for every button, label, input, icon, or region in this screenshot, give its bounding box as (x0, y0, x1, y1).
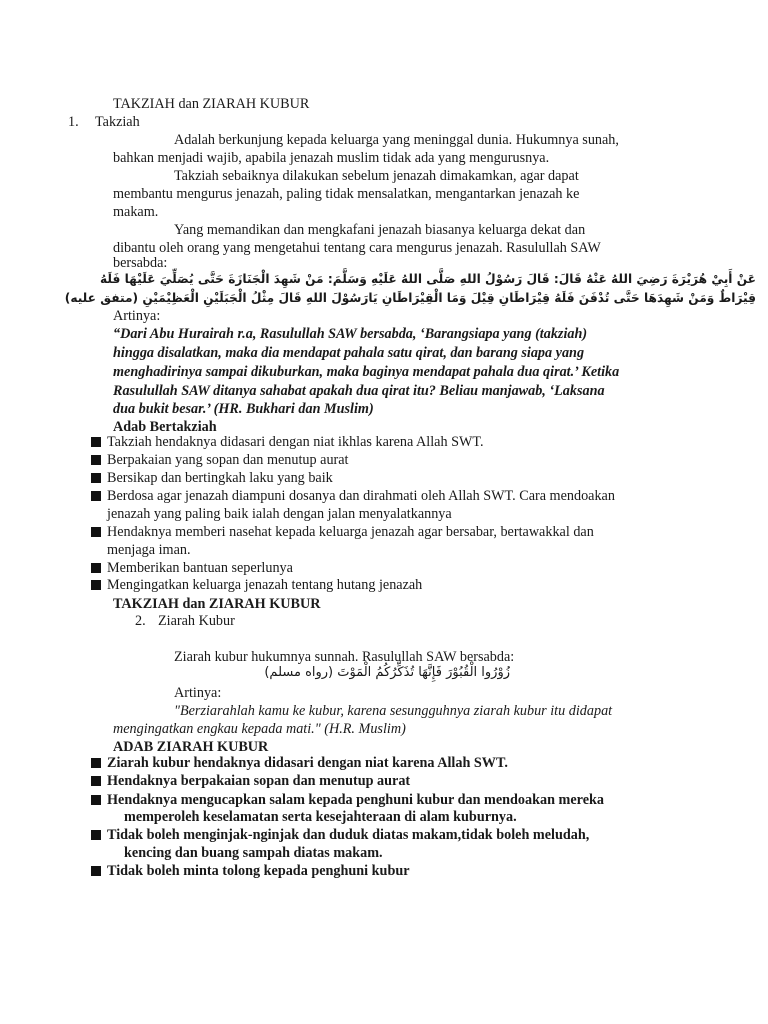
translation-line: “Dari Abu Hurairah r.a, Rasulullah SAW bersabda, ‘Barangsiapa yang (takziah) (113, 326, 588, 342)
paragraph-line: makam. (113, 204, 159, 220)
translation-line: dua bukit besar.’ (HR. Bukhari dan Muslim) (113, 401, 374, 417)
doc-title: TAKZIAH dan ZIARAH KUBUR (113, 96, 310, 112)
list-item-continuation: menjaga iman. (107, 542, 191, 558)
section-number: 2. (135, 613, 146, 629)
translation-line: Rasulullah SAW ditanya sahabat apakah dua qirat itu? Beliau manjawab, ‘Laksana (113, 383, 605, 399)
bullet-square-icon (91, 455, 101, 465)
list-item: Tidak boleh minta tolong kepada penghuni kubur (107, 863, 410, 879)
translation-line: mengingatkan engkau kepada mati." (H.R. Muslim) (113, 721, 406, 737)
bullet-square-icon (91, 776, 101, 786)
list-item: Takziah hendaknya didasari dengan niat ikhlas karena Allah SWT. (107, 434, 484, 450)
translation-line: menghadirinya sampai dikuburkan, maka baginya mendapat pahala dua qirat.’ Ketika (113, 364, 620, 380)
bullet-square-icon (91, 491, 101, 501)
bullet-square-icon (91, 473, 101, 483)
list-item: Hendaknya memberi nasehat kepada keluarga jenazah agar bersabar, bertawakkal dan (107, 524, 594, 540)
list-item-continuation: jenazah yang paling baik ialah dengan jalan menyalatkannya (107, 506, 452, 522)
list-item-continuation: memperoleh keselamatan serta kesejahteraan di alam kuburnya. (124, 809, 517, 825)
list-item: Berdosa agar jenazah diampuni dosanya dan dirahmati oleh Allah SWT. Cara mendoakan (107, 488, 615, 504)
bullet-square-icon (91, 580, 101, 590)
paragraph-line: Takziah sebaiknya dilakukan sebelum jenazah dimakamkan, agar dapat (174, 168, 579, 184)
paragraph-line: bersabda: (113, 255, 168, 271)
translation-line: hingga disalatkan, maka dia mendapat pahala satu qirat, dan barang siapa yang (113, 345, 585, 361)
list-item: Hendaknya mengucapkan salam kepada penghuni kubur dan mendoakan mereka (107, 792, 604, 808)
adab-ziarah-heading: ADAB ZIARAH KUBUR (113, 739, 269, 755)
bullet-square-icon (91, 527, 101, 537)
paragraph-line: Yang memandikan dan mengkafani jenazah biasanya keluarga dekat dan (174, 222, 586, 238)
arabic-hadith-line: زُوْرُوا الْقُبُوْرَ فَإِنَّهَا تُذَكِّرُكُمُ الْمَوْتَ (رواه مسلم) (264, 665, 510, 680)
section-number: 1. (68, 114, 79, 130)
artinya-label: Artinya: (113, 308, 161, 324)
list-item: Ziarah kubur hendaknya didasari dengan niat karena Allah SWT. (107, 755, 508, 771)
artinya-label: Artinya: (174, 685, 222, 701)
paragraph-line: dibantu oleh orang yang mengetahui tentang cara mengurus jenazah. Rasulullah SAW (113, 240, 601, 256)
section-label-takziah: Takziah (95, 114, 140, 130)
arabic-hadith-line: عَنْ أَبِيْ هُرَيْرَةَ رَضِيَ اللهُ عَنْهُ قَالَ: قَالَ رَسُوْلُ اللهِ صَلَّى اللهُ عَلَيْهِ وَسَلَّمَ: مَنْ شَهِدَ الْجَنَازَةَ حَتَّى يُصَلِّيَ عَلَيْهَا فَلَهُ (100, 272, 756, 286)
paragraph-line: Adalah berkunjung kepada keluarga yang meninggal dunia. Hukumnya sunah, (174, 132, 619, 148)
list-item: Tidak boleh menginjak-nginjak dan duduk diatas makam,tidak boleh meludah, (107, 827, 590, 843)
paragraph-line: membantu mengurus jenazah, paling tidak mensalatkan, mengantarkan jenazah ke (113, 186, 580, 202)
list-item: Memberikan bantuan seperlunya (107, 560, 293, 576)
bullet-square-icon (91, 795, 101, 805)
bullet-square-icon (91, 866, 101, 876)
paragraph-line: Ziarah kubur hukumnya sunnah. Rasulullah SAW bersabda: (174, 649, 515, 665)
paragraph-line: bahkan menjadi wajib, apabila jenazah muslim tidak ada yang mengurusnya. (113, 150, 550, 166)
adab-heading: Adab Bertakziah (113, 419, 217, 435)
translation-line: "Berziarahlah kamu ke kubur, karena sesungguhnya ziarah kubur itu didapat (174, 703, 613, 719)
list-item-continuation: kencing dan buang sampah diatas makam. (124, 845, 383, 861)
bullet-square-icon (91, 437, 101, 447)
list-item: Bersikap dan bertingkah laku yang baik (107, 470, 333, 486)
bullet-square-icon (91, 758, 101, 768)
list-item: Hendaknya berpakaian sopan dan menutup aurat (107, 773, 411, 789)
section-label-ziarah: Ziarah Kubur (158, 613, 235, 629)
doc-title-repeat: TAKZIAH dan ZIARAH KUBUR (113, 596, 321, 612)
arabic-hadith-line: قِيْرَاطٌ وَمَنْ شَهِدَهَا حَتَّى تُدْفَنَ فَلَهُ قِيْرَاطَانِ قِيْلَ وَمَا الْقِيْرَاطَانِ يَارَسُوْلَ اللهِ قَالَ مِثْلُ الْجَبَلَيْنِ الْعَظِيْمَيْنِ (متفق عليه) (64, 291, 756, 305)
list-item: Berpakaian yang sopan dan menutup aurat (107, 452, 349, 468)
list-item: Mengingatkan keluarga jenazah tentang hutang jenazah (107, 577, 423, 593)
bullet-square-icon (91, 830, 101, 840)
bullet-square-icon (91, 563, 101, 573)
